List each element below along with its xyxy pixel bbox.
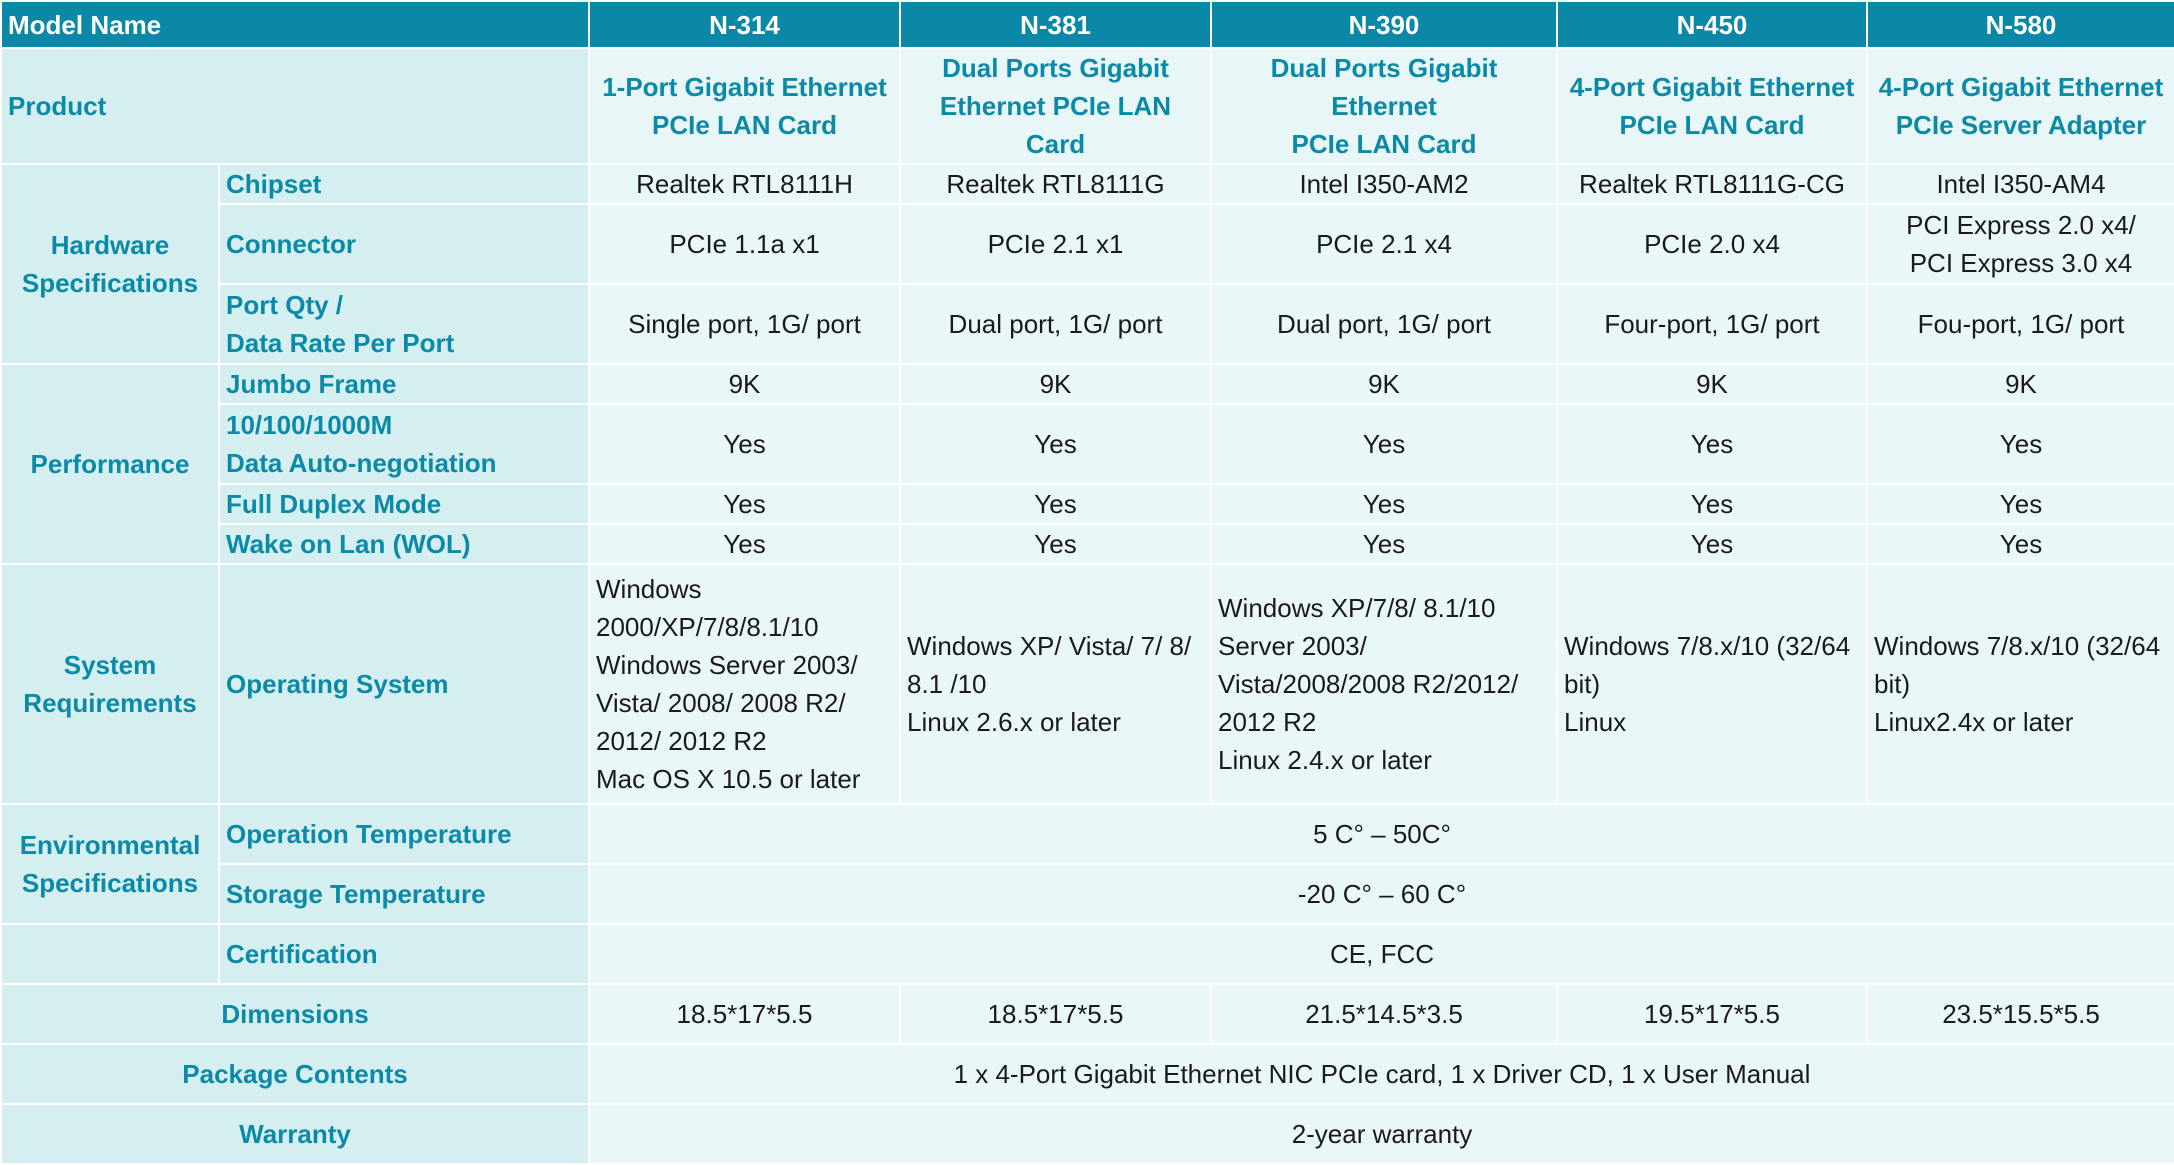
environmental-category: Environmental Specifications — [1, 804, 219, 924]
warranty-row — [1, 1104, 2174, 1164]
operating-system-value: Windows 2000/XP/7/8/8.1/10 Windows Server 2003/ Vista/ 2008/ 2008 R2/ 2012/ 2012 R2 Mac OS X 10.5 or later — [589, 564, 900, 804]
product-name-n580: 4-Port Gigabit Ethernet PCIe Server Adapter — [1867, 48, 2174, 164]
port-qty-row — [1, 284, 2174, 364]
jumbo-frame-value: 9K — [589, 364, 900, 404]
model-n580: N-580 — [1867, 1, 2174, 48]
warranty-label: Warranty — [1, 1104, 589, 1164]
connector-label: Connector — [219, 204, 589, 284]
product-name-n314: 1-Port Gigabit Ethernet PCIe LAN Card — [589, 48, 900, 164]
port-qty-value: Dual port, 1G/ port — [900, 284, 1211, 364]
product-label: Product — [1, 48, 589, 164]
connector-value: PCIe 1.1a x1 — [589, 204, 900, 284]
operating-system-label: Operating System — [219, 564, 589, 804]
dimensions-value: 21.5*14.5*3.5 — [1211, 984, 1557, 1044]
product-row — [1, 48, 2174, 164]
performance-category: Performance — [1, 364, 219, 564]
wake-on-lan-value: Yes — [589, 524, 900, 564]
jumbo-frame-value: 9K — [1557, 364, 1867, 404]
storage-temperature-row — [1, 864, 2174, 924]
package-contents-label: Package Contents — [1, 1044, 589, 1104]
auto-negotiation-value: Yes — [589, 404, 900, 484]
operating-system-value: Windows 7/8.x/10 (32/64 bit) Linux2.4x or later — [1867, 564, 2174, 804]
jumbo-frame-value: 9K — [1211, 364, 1557, 404]
storage-temperature-value: -20 C° – 60 C° — [589, 864, 2174, 924]
auto-negotiation-value: Yes — [900, 404, 1211, 484]
chipset-value: Realtek RTL8111H — [589, 164, 900, 204]
dimensions-value: 18.5*17*5.5 — [589, 984, 900, 1044]
wake-on-lan-value: Yes — [1557, 524, 1867, 564]
wake-on-lan-value: Yes — [900, 524, 1211, 564]
package-contents-value: 1 x 4-Port Gigabit Ethernet NIC PCIe card, 1 x Driver CD, 1 x User Manual — [589, 1044, 2174, 1104]
port-qty-value: Four-port, 1G/ port — [1557, 284, 1867, 364]
operation-temperature-value: 5 C° – 50C° — [589, 804, 2174, 864]
wake-on-lan-label: Wake on Lan (WOL) — [219, 524, 589, 564]
auto-negotiation-label: 10/100/1000M Data Auto-negotiation — [219, 404, 589, 484]
header-row — [1, 1, 2174, 48]
certification-row — [1, 924, 2174, 984]
jumbo-frame-row — [1, 364, 2174, 404]
connector-value: PCIe 2.1 x4 — [1211, 204, 1557, 284]
dimensions-value: 23.5*15.5*5.5 — [1867, 984, 2174, 1044]
connector-value: PCI Express 2.0 x4/ PCI Express 3.0 x4 — [1867, 204, 2174, 284]
dimensions-value: 18.5*17*5.5 — [900, 984, 1211, 1044]
model-name-label: Model Name — [1, 1, 589, 48]
full-duplex-row — [1, 484, 2174, 524]
port-qty-value: Dual port, 1G/ port — [1211, 284, 1557, 364]
package-contents-row — [1, 1044, 2174, 1104]
auto-negotiation-value: Yes — [1867, 404, 2174, 484]
connector-row — [1, 204, 2174, 284]
operation-temperature-label: Operation Temperature — [219, 804, 589, 864]
full-duplex-value: Yes — [900, 484, 1211, 524]
operating-system-value: Windows 7/8.x/10 (32/64 bit) Linux — [1557, 564, 1867, 804]
operating-system-row — [1, 564, 2174, 804]
dimensions-value: 19.5*17*5.5 — [1557, 984, 1867, 1044]
connector-value: PCIe 2.0 x4 — [1557, 204, 1867, 284]
auto-negotiation-row — [1, 404, 2174, 484]
chipset-label: Chipset — [219, 164, 589, 204]
operation-temperature-row — [1, 804, 2174, 864]
wake-on-lan-value: Yes — [1867, 524, 2174, 564]
system-requirements-category: System Requirements — [1, 564, 219, 804]
model-n314: N-314 — [589, 1, 900, 48]
product-name-n450: 4-Port Gigabit Ethernet PCIe LAN Card — [1557, 48, 1867, 164]
storage-temperature-label: Storage Temperature — [219, 864, 589, 924]
operating-system-value: Windows XP/ Vista/ 7/ 8/ 8.1 /10 Linux 2.6.x or later — [900, 564, 1211, 804]
hardware-category: Hardware Specifications — [1, 164, 219, 364]
full-duplex-value: Yes — [1557, 484, 1867, 524]
chipset-value: Intel I350-AM2 — [1211, 164, 1557, 204]
chipset-row — [1, 164, 2174, 204]
model-n390: N-390 — [1211, 1, 1557, 48]
certification-spacer — [1, 924, 219, 984]
product-name-n390: Dual Ports Gigabit Ethernet PCIe LAN Card — [1211, 48, 1557, 164]
full-duplex-value: Yes — [589, 484, 900, 524]
certification-value: CE, FCC — [589, 924, 2174, 984]
chipset-value: Realtek RTL8111G-CG — [1557, 164, 1867, 204]
wake-on-lan-row — [1, 524, 2174, 564]
chipset-value: Realtek RTL8111G — [900, 164, 1211, 204]
wake-on-lan-value: Yes — [1211, 524, 1557, 564]
model-n381: N-381 — [900, 1, 1211, 48]
port-qty-label: Port Qty / Data Rate Per Port — [219, 284, 589, 364]
certification-label: Certification — [219, 924, 589, 984]
connector-value: PCIe 2.1 x1 — [900, 204, 1211, 284]
dimensions-label: Dimensions — [1, 984, 589, 1044]
auto-negotiation-value: Yes — [1211, 404, 1557, 484]
dimensions-row — [1, 984, 2174, 1044]
jumbo-frame-value: 9K — [900, 364, 1211, 404]
port-qty-value: Fou-port, 1G/ port — [1867, 284, 2174, 364]
chipset-value: Intel I350-AM4 — [1867, 164, 2174, 204]
auto-negotiation-value: Yes — [1557, 404, 1867, 484]
port-qty-value: Single port, 1G/ port — [589, 284, 900, 364]
product-name-n381: Dual Ports Gigabit Ethernet PCIe LAN Card — [900, 48, 1211, 164]
full-duplex-label: Full Duplex Mode — [219, 484, 589, 524]
full-duplex-value: Yes — [1211, 484, 1557, 524]
full-duplex-value: Yes — [1867, 484, 2174, 524]
operating-system-value: Windows XP/7/8/ 8.1/10 Server 2003/ Vista/2008/2008 R2/2012/ 2012 R2 Linux 2.4.x or later — [1211, 564, 1557, 804]
model-n450: N-450 — [1557, 1, 1867, 48]
warranty-value: 2-year warranty — [589, 1104, 2174, 1164]
jumbo-frame-value: 9K — [1867, 364, 2174, 404]
jumbo-frame-label: Jumbo Frame — [219, 364, 589, 404]
